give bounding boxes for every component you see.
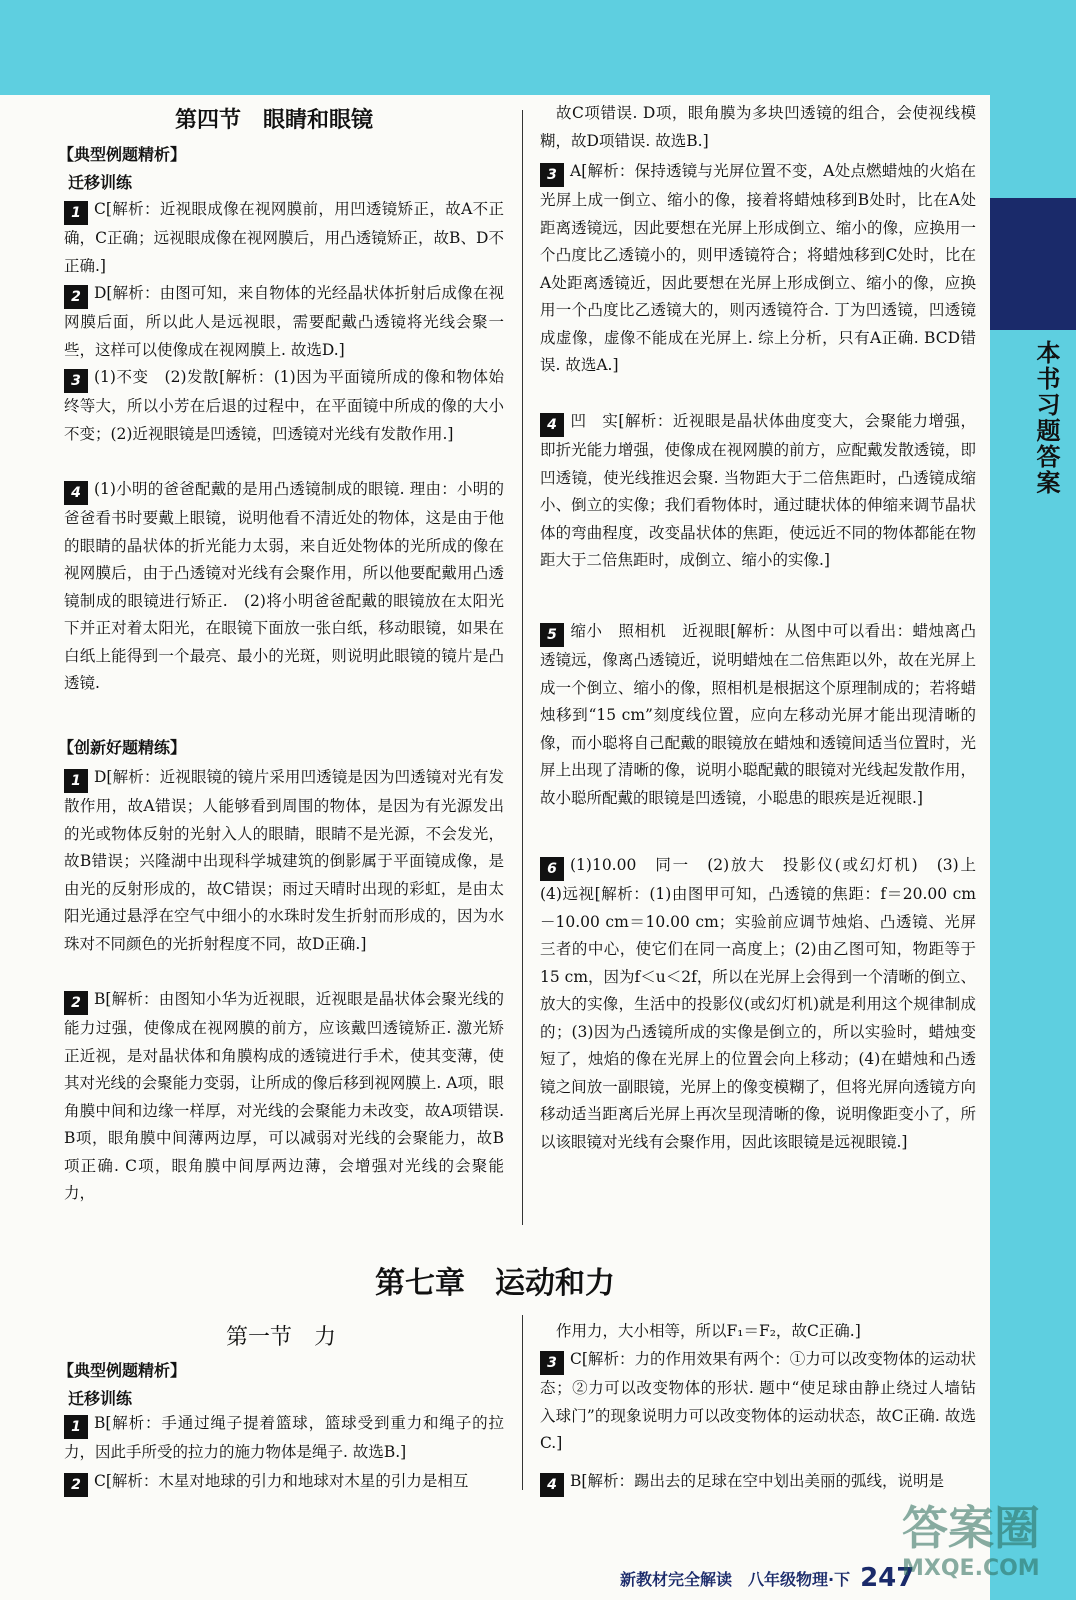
label-transfer: 迁移训练 [68, 1389, 133, 1408]
chapter-title: 第七章 运动和力 [375, 1266, 615, 1301]
answer-item: 2 D[解析：由图可知，来自物体的光经晶状体折射后成像在视网膜后面，所以此人是远视眼，需要配戴凸透镜将光线会聚一些，这样可以使像成在视网膜上. 故选D.] [64, 284, 504, 359]
number-badge: 4 [540, 413, 564, 437]
section-title: 第四节 眼睛和眼镜 [175, 107, 374, 133]
book-title: 新教材完全解读 八年级物理·下 [620, 1569, 851, 1589]
label-innovation: 【创新好题精练】 [58, 738, 187, 757]
answer-item: 3 A[解析：保持透镜与光屏位置不变，A处点燃蜡烛的火焰在光屏上成一倒立、缩小的像，接着将蜡烛移到B处时，比在A处距离透镜远，因此要想在光屏上形成倒立、缩小的像，应换用一个凸度比乙透镜小的，则甲透镜符合；将蜡烛移到C处时，比在A处距离透镜近，因此要想在光屏上形成倒立、缩小的像，应换用一个凸度比乙透镜大的，则丙透镜符合. 丁为凹透镜，凹透镜成虚像，虚像不能成在光屏上. 综上分析，只有A正确. BCD错误. 故选A.] [540, 162, 976, 374]
page-number: 247 [860, 1563, 915, 1593]
watermark-text: 答案圈 [902, 1501, 1040, 1555]
column-divider-top [522, 110, 523, 1225]
number-badge: 4 [64, 481, 88, 505]
answer-item: 4 凹 实[解析：近视眼是晶状体曲度变大，会聚能力增强，即折光能力增强，使像成在视网膜的前方，应配戴发散透镜，即凹透镜，使光线推迟会聚. 当物距大于二倍焦距时，凸透镜成缩小、倒立的实像；我们看物体时，通过睫状体的伸缩来调节晶状体的弯曲程度，改变晶状体的焦距，使远近不同的物体都能在物距大于二倍焦距时，成倒立、缩小的实像.] [540, 412, 976, 569]
number-badge: 5 [540, 623, 564, 647]
answer-item: 2 B[解析：由图知小华为近视眼，近视眼是晶状体会聚光线的能力过强，使像成在视网膜的前方，应该戴凹透镜矫正. 激光矫正近视，是对晶状体和角膜构成的透镜进行手术，使其变薄，使其对光线的会聚能力变弱，让所成的像后移到视网膜上. A项，眼角膜中间和边缘一样厚，对光线的会聚能力未改变，故A项错误. B项，眼角膜中间薄两边厚，可以减弱对光线的会聚能力，故B项正确. C项，眼角膜中间厚两边薄，会增强对光线的会聚能力， [64, 990, 504, 1202]
sidebar-dark-block [990, 198, 1076, 330]
number-badge: 1 [64, 769, 88, 793]
number-badge: 2 [64, 285, 88, 309]
number-badge: 1 [64, 1415, 88, 1439]
sidebar-tab [990, 340, 1076, 510]
number-badge: 2 [64, 991, 88, 1015]
answer-item: 4 (1)小明的爸爸配戴的是用凸透镜制成的眼镜. 理由：小明的爸爸看书时要戴上眼镜，说明他看不清近处的物体，这是由于他的眼睛的晶状体的折光能力太弱，来自近处物体的光所成的像在视网膜后，由于凸透镜对光线有会聚作用，所以他要配戴用凸透镜制成的眼镜进行矫正. (2)将小明爸爸配戴的眼镜放在太阳光下并正对着太阳光，在眼镜下面放一张白纸，移动眼镜，如果在白纸上能得到一个最亮、最小的光斑，则说明此眼镜的镜片是凸透镜. [64, 480, 504, 692]
sidebar-tab-label: 本书习题答案 [1032, 340, 1061, 496]
answer-item: 1 B[解析：手通过绳子提着篮球，篮球受到重力和绳子的拉力，因此手所受的拉力的施力物体是绳子. 故选B.] [64, 1414, 504, 1461]
label-transfer: 迁移训练 [68, 173, 133, 192]
answer-item: 1 D[解析：近视眼镜的镜片采用凹透镜是因为凹透镜对光有发散作用，故A错误；人能够看到周围的物体，是因为有光源发出的光或物体反射的光射入人的眼睛，眼睛不是光源，不会发光，故B错误；兴隆湖中出现科学城建筑的倒影属于平面镜成像，是由光的反射形成的，故C错误；雨过天晴时出现的彩虹，是由太阳光通过悬浮在空气中细小的水珠时发生折射而形成的，因为水珠对不同颜色的光折射程度不同，故D正确.] [64, 768, 504, 953]
answer-item: 5 缩小 照相机 近视眼[解析：从图中可以看出：蜡烛离凸透镜远，像离凸透镜近，说明蜡烛在二倍焦距以外，故在光屏上成一个倒立、缩小的像，照相机是根据这个原理制成的；若将蜡烛移到“15 cm”刻度线位置，应向左移动光屏才能出现清晰的像，而小聪将自己配戴的眼镜放在蜡烛和透镜间适当位置时，光屏上出现了清晰的像，说明小聪配戴的眼镜对光线起发散作用，故小聪所配戴的眼镜是凹透镜，小聪患的眼疾是近视眼.] [540, 622, 976, 807]
number-badge: 6 [540, 857, 564, 881]
number-badge: 3 [540, 163, 564, 187]
answer-item: 3 (1)不变 (2)发散[解析：(1)因为平面镜所成的像和物体始终等大，所以小芳在后退的过程中，在平面镜中所成的像的大小不变；(2)近视眼镜是凹透镜，凹透镜对光线有发散作用.] [64, 368, 504, 443]
answer-continuation: 故C项错误. D项，眼角膜为多块凹透镜的组合，会使视线模糊，故D项错误. 故选B.] [540, 104, 976, 150]
column-divider-bottom [522, 1315, 523, 1490]
answer-item: 6 (1)10.00 同一 (2)放大 投影仪(或幻灯机) (3)上 (4)远视[解析：(1)由图甲可知，凸透镜的焦距：f＝20.00 cm－10.00 cm＝10.00 cm；实验前应调节烛焰、凸透镜、光屏三者的中心，使它们在同一高度上；(2)由乙图可知，物距等于15 cm，因为f＜u＜2f，所以在光屏上会得到一个清晰的倒立、放大的实像，生活中的投影仪(或幻灯机)就是利用这个规律制成的；(3)因为凸透镜所成的实像是倒立的，所以实验时，蜡烛变短了，烛焰的像在光屏上的位置会向上移动；(4)在蜡烛和凸透镜之间放一副眼镜，光屏上的像变模糊了，但将光屏向透镜方向移动适当距离后光屏上再次呈现清晰的像，说明像距变小了，所以该眼镜对光线有会聚作用，因此该眼镜是远视眼镜.] [540, 856, 992, 1151]
number-badge: 3 [540, 1351, 564, 1375]
number-badge: 4 [540, 1473, 564, 1497]
number-badge: 1 [64, 201, 88, 225]
label-typical: 【典型例题精析】 [58, 145, 187, 164]
number-badge: 3 [64, 369, 88, 393]
watermark-url: MXQE.COM [902, 1556, 1040, 1581]
answer-item: 4 B[解析：踢出去的足球在空中划出美丽的弧线，说明是 [540, 1468, 976, 1497]
section-title: 第一节 力 [226, 1325, 337, 1350]
watermark-logo [902, 1500, 1062, 1596]
answer-item: 2 C[解析：木星对地球的引力和地球对木星的引力是相互 [64, 1468, 504, 1497]
answer-item: 3 C[解析：力的作用效果有两个：①力可以改变物体的运动状态；②力可以改变物体的形状. 题中“使足球由静止绕过人墙钻入球门”的现象说明力可以改变物体的运动状态，故C正确. 故选C.] [540, 1350, 976, 1452]
label-typical: 【典型例题精析】 [58, 1361, 187, 1380]
number-badge: 2 [64, 1473, 88, 1497]
answer-continuation: 作用力，大小相等，所以F₁＝F₂，故C正确.] [556, 1322, 861, 1340]
answer-item: 1 C[解析：近视眼成像在视网膜前，用凹透镜矫正，故A不正确，C正确；远视眼成像在视网膜后，用凸透镜矫正，故B、D不正确.] [64, 200, 504, 275]
